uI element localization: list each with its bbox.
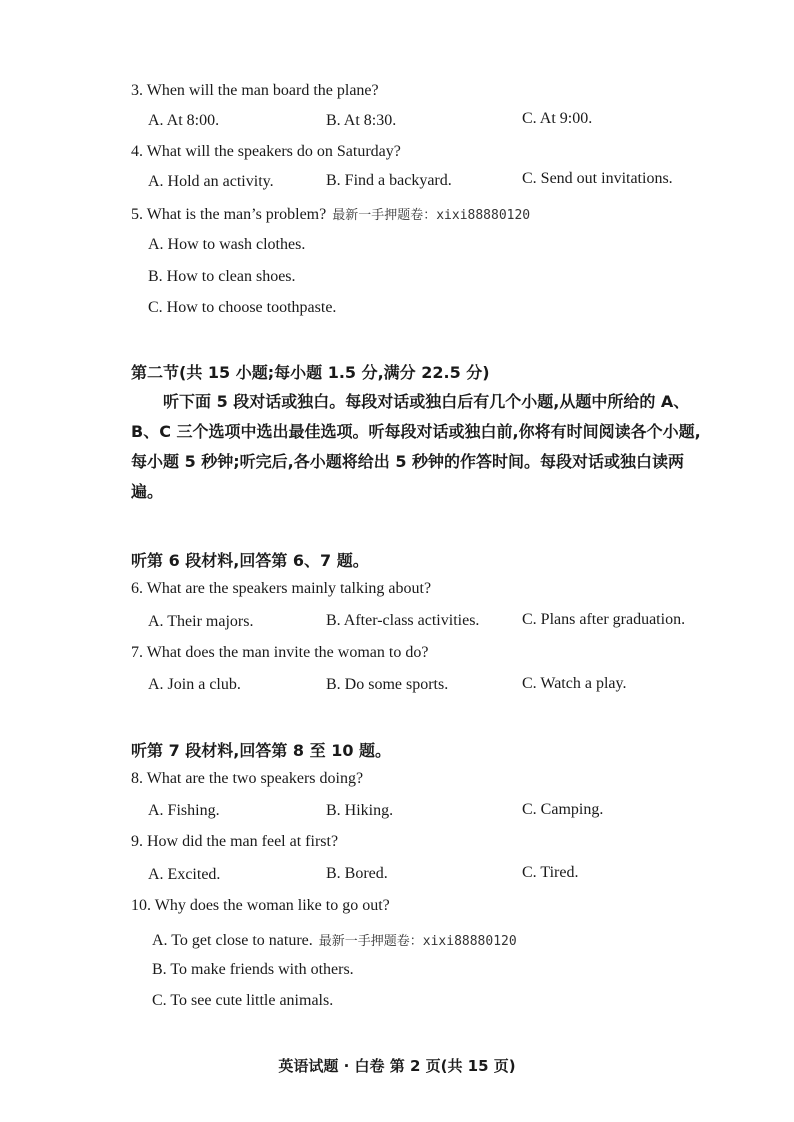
question-3: 3. When will the man board the plane? — [131, 82, 379, 99]
q4-option-a: A. Hold an activity. — [148, 173, 274, 190]
q7-option-c: C. Watch a play. — [522, 675, 627, 692]
q5-option-c: C. How to choose toothpaste. — [148, 299, 337, 316]
q10-option-c: C. To see cute little animals. — [152, 992, 334, 1009]
q7-option-a: A. Join a club. — [148, 676, 241, 693]
q6-option-a: A. Their majors. — [148, 613, 254, 630]
question-7: 7. What does the man invite the woman to do? — [131, 644, 429, 661]
q10-option-a — [152, 930, 517, 950]
q8-option-b: B. Hiking. — [326, 802, 394, 819]
question-10: 10. Why does the woman like to go out? — [131, 897, 390, 914]
question-4: 4. What will the speakers do on Saturday? — [131, 143, 401, 160]
question-5-stem: 5. What is the man’s problem? — [131, 206, 327, 223]
q5-option-a: A. How to wash clothes. — [148, 236, 306, 253]
group-6-heading: 听第 6 段材料,回答第 6、7 题。 — [131, 551, 369, 570]
page-footer: 英语试题 · 白卷 第 2 页(共 15 页) — [278, 1057, 516, 1075]
q3-option-b: B. At 8:30. — [326, 112, 397, 129]
q10-option-a-text: A. To get close to nature. — [152, 932, 313, 949]
question-8: 8. What are the two speakers doing? — [131, 770, 364, 787]
q8-option-a: A. Fishing. — [148, 802, 220, 819]
q8-option-c: C. Camping. — [522, 801, 604, 818]
question-6: 6. What are the speakers mainly talking about? — [131, 580, 432, 597]
q6-option-c: C. Plans after graduation. — [522, 611, 686, 628]
q9-option-a: A. Excited. — [148, 866, 221, 883]
question-5 — [131, 204, 530, 224]
group-7-heading: 听第 7 段材料,回答第 8 至 10 题。 — [131, 741, 392, 760]
q4-option-b: B. Find a backyard. — [326, 172, 452, 189]
q6-option-b: B. After-class activities. — [326, 612, 480, 629]
q5-option-b: B. How to clean shoes. — [148, 268, 296, 285]
q7-option-b: B. Do some sports. — [326, 676, 449, 693]
q4-option-c: C. Send out invitations. — [522, 170, 673, 187]
q3-option-a: A. At 8:00. — [148, 112, 220, 129]
q9-option-b: B. Bored. — [326, 865, 388, 882]
watermark-text: 最新一手押题卷：xixi88880120 — [318, 934, 517, 949]
section-title: 第二节(共 15 小题;每小题 1.5 分,满分 22.5 分) — [131, 363, 490, 382]
question-9: 9. How did the man feel at first? — [131, 833, 339, 850]
watermark-text: 最新一手押题卷：xixi88880120 — [332, 208, 531, 223]
q10-option-b: B. To make friends with others. — [152, 961, 354, 978]
q3-option-c: C. At 9:00. — [522, 110, 593, 127]
q9-option-c: C. Tired. — [522, 864, 579, 881]
section-instructions: 听下面 5 段对话或独白。每段对话或独白后有几个小题,从题中所给的 A、B、C 三个选项中选出最佳选项。听每段对话或独白前,你将有时间阅读各个小题,每小题 5 秒钟;听完后,各小题将给出 5 秒钟的作答时间。每段对话或独白读两遍。 — [131, 392, 701, 501]
